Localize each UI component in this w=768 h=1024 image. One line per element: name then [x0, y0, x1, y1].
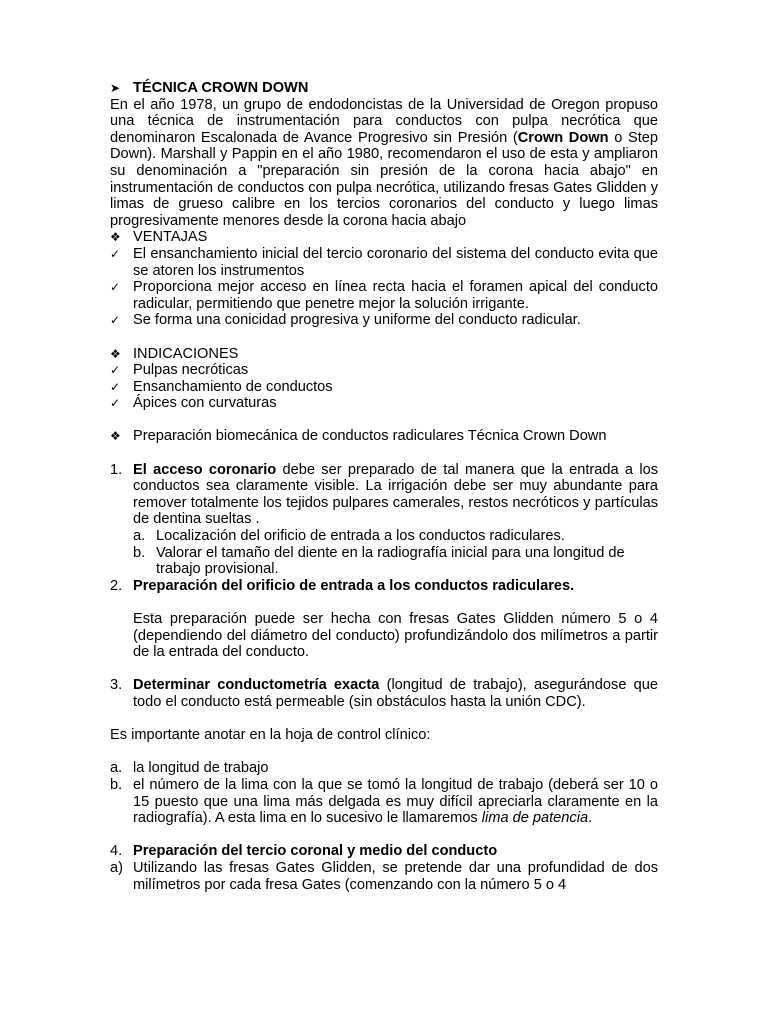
ventajas-item: [110, 246, 658, 279]
prep-heading: Preparación biomecánica de conductos radiculares Técnica Crown Down: [133, 428, 607, 445]
note-text: el número de la lima con la que se tomó la longitud de trabajo (deberá ser 10 o 15 puesto que una lima más delgada es muy difícil apreciarla claramente en la radiografía). A esta lima en lo sucesivo le llamaremos: [133, 776, 658, 827]
ventajas-item-text: El ensanchamiento inicial del tercio coronario del sistema del conducto evita que se atoren los instrumentos: [133, 245, 658, 279]
sub-label: a): [110, 859, 123, 876]
step-3-title: Determinar conductometría exacta: [133, 677, 380, 694]
check-icon: ✓: [110, 396, 121, 411]
spacer: [110, 445, 658, 462]
prep-heading-row: [110, 428, 658, 445]
check-icon: ✓: [110, 280, 121, 295]
note-item-a: [110, 760, 658, 777]
note-text-end: .: [588, 810, 593, 827]
step-2: [110, 578, 658, 595]
step-2-paragraph-row: [110, 611, 658, 661]
document-page: [110, 80, 658, 893]
indicaciones-item: [110, 379, 658, 396]
spacer: [110, 412, 658, 429]
step-4-sub-a: [110, 860, 658, 893]
check-icon: ✓: [110, 313, 121, 328]
indicaciones-item: [110, 395, 658, 412]
diamond-bullet-icon: ❖: [110, 429, 121, 444]
ventajas-heading: VENTAJAS: [133, 229, 208, 246]
step-2-paragraph: Esta preparación puede ser hecha con fresas Gates Glidden número 5 o 4 (dependiendo del diámetro del conducto) profundizándolo dos milímetros a partir de la entrada del conducto.: [133, 611, 658, 661]
note-item-b: [110, 777, 658, 827]
arrow-bullet-icon: ➤: [110, 81, 121, 95]
check-icon: ✓: [110, 246, 121, 261]
diamond-bullet-icon: ❖: [110, 346, 121, 361]
step-2-title: Preparación del orificio de entrada a los conductos radiculares.: [133, 577, 575, 594]
indicaciones-item: [110, 362, 658, 379]
sub-label: b.: [133, 544, 146, 561]
indicaciones-item-text: Pulpas necróticas: [133, 362, 249, 379]
note-text: la longitud de trabajo: [133, 760, 269, 777]
step-3: [110, 677, 658, 710]
sub-text: Valorar el tamaño del diente en la radiografía inicial para una longitud de trabajo provisional.: [156, 544, 625, 578]
intro-paragraph: [110, 97, 658, 230]
note-line: Es importante anotar en la hoja de control clínico:: [110, 727, 431, 744]
check-icon: ✓: [110, 363, 121, 378]
spacer: [110, 594, 658, 611]
diamond-bullet-icon: ❖: [110, 230, 121, 245]
step-4: [110, 843, 658, 860]
step-1: [110, 462, 658, 528]
spacer: [110, 744, 658, 761]
note-italic-term: lima de patencia: [481, 810, 589, 827]
ventajas-item-text: Se forma una conicidad progresiva y uniforme del conducto radicular.: [133, 312, 581, 329]
spacer: [110, 711, 658, 728]
indicaciones-heading-row: [110, 346, 658, 363]
step-number: 2.: [110, 577, 123, 594]
indicaciones-item-text: Ápices con curvaturas: [133, 395, 277, 412]
spacer: [110, 329, 658, 346]
ventajas-item: [110, 312, 658, 329]
ventajas-item: [110, 279, 658, 312]
intro-text-start: En el año 1978, un grupo de endodoncistas de la Universidad de Oregon propuso una técnica de instrumentación para conductos con pulpa necrótica que denominaron Escalonada de Avance Progresivo sin Presión (: [110, 96, 658, 146]
step-1-title: El acceso coronario: [133, 461, 277, 478]
intro-bold-term: Crown Down: [517, 129, 609, 146]
step-1-sub-b: [133, 545, 658, 578]
step-3-text: (longitud de trabajo), asegurándose que todo el conducto está permeable (sin obstáculos hasta la unión CDC).: [133, 677, 658, 710]
indicaciones-item-text: Ensanchamiento de conductos: [133, 378, 333, 395]
spacer: [110, 827, 658, 844]
ventajas-heading-row: [110, 229, 658, 246]
indicaciones-heading: INDICACIONES: [133, 345, 239, 362]
step-number: 4.: [110, 843, 123, 860]
intro-text-end: o Step Down). Marshall y Pappin en el año 1980, recomendaron el uso de esta y ampliaron su denominación a "preparación sin presión de la corona hacia abajo" en instrumentación de conductos con pulpa necrótica, utilizando fresas Gates Glidden y limas de grueso calibre en los tercios coronarios del conducto y luego limas progresivamente menores desde la corona hacia abajo: [110, 129, 659, 229]
step-number: 1.: [110, 461, 123, 478]
sub-label: a.: [133, 528, 146, 545]
sub-text: Localización del orificio de entrada a los conductos radiculares.: [156, 528, 565, 545]
section-title-row: [110, 80, 658, 97]
step-1-sub-a: [133, 528, 658, 545]
step-1-text: debe ser preparado de tal manera que la entrada a los conductos sea claramente visible. La irrigación debe ser muy abundante para remover totalmente los tejidos pulpares camerales, restos necróticos y partículas de dentina sueltas .: [133, 461, 658, 528]
sub-text: Utilizando las fresas Gates Glidden, se pretende dar una profundidad de dos milímetros por cada fresa Gates (comenzando con la número 5 o 4: [133, 859, 658, 893]
check-icon: ✓: [110, 379, 121, 394]
note-label: b.: [110, 776, 123, 793]
spacer: [110, 661, 658, 678]
step-number: 3.: [110, 677, 123, 694]
ventajas-item-text: Proporciona mejor acceso en línea recta hacia el foramen apical del conducto radicular, permitiendo que penetre mejor la solución irrigante.: [133, 279, 658, 312]
step-4-title: Preparación del tercio coronal y medio del conducto: [133, 843, 498, 860]
note-label: a.: [110, 760, 123, 777]
section-title: TÉCNICA CROWN DOWN: [133, 80, 309, 96]
